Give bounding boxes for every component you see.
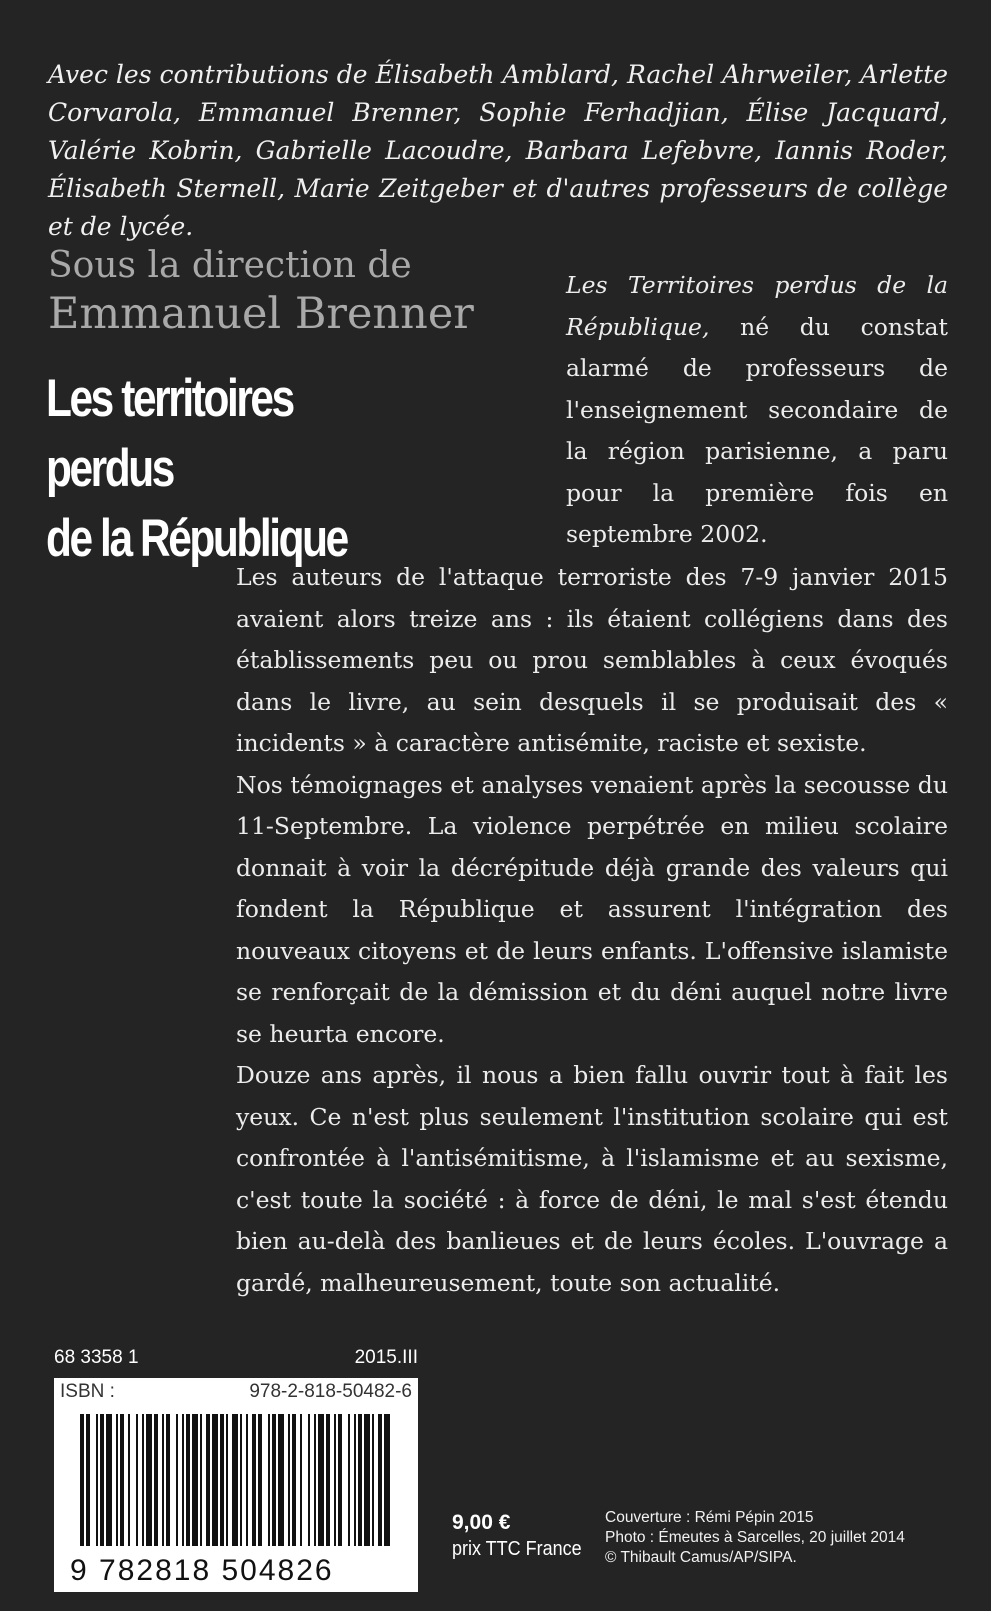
barcode-icon bbox=[80, 1414, 392, 1546]
barcode-bar bbox=[326, 1414, 330, 1546]
barcode-bar bbox=[120, 1414, 124, 1546]
cover-credit: Couverture : Rémi Pépin 2015 bbox=[605, 1509, 814, 1526]
price-amount: 9,00 € bbox=[452, 1511, 511, 1534]
barcode-bar bbox=[292, 1414, 296, 1546]
barcode-bar bbox=[364, 1414, 370, 1546]
barcode-bar bbox=[232, 1414, 238, 1546]
isbn-number: 978-2-818-50482-6 bbox=[249, 1381, 412, 1402]
barcode-bar bbox=[96, 1414, 98, 1546]
blurb-paragraph-1: Les auteurs de l'attaque terroriste des 7-9 janvier 2015 avaient alors treize ans : ils étaient collégiens dans des établissements peu ou prou semblables à ceux évoqués dans le livre, au sein desquels il se produisait des « incidents » à caractère antisémite, raciste et sexiste. bbox=[236, 563, 948, 757]
barcode-bar bbox=[220, 1414, 224, 1546]
barcode-bar bbox=[278, 1414, 284, 1546]
credits-block bbox=[605, 1508, 955, 1568]
barcode-bar bbox=[100, 1414, 104, 1546]
barcode-bar bbox=[354, 1414, 356, 1546]
barcode-bar bbox=[318, 1414, 324, 1546]
barcode-bar bbox=[300, 1414, 302, 1546]
barcode-bar bbox=[200, 1414, 202, 1546]
barcode-bar bbox=[314, 1414, 316, 1546]
barcode-bar bbox=[226, 1414, 228, 1546]
book-title-line-1: Les territoires perdus bbox=[46, 369, 293, 498]
barcode-bar bbox=[136, 1414, 138, 1546]
barcode-bar bbox=[348, 1414, 350, 1546]
barcode-bar bbox=[106, 1414, 112, 1546]
barcode-bar bbox=[86, 1414, 90, 1546]
blurb-body bbox=[236, 557, 948, 1304]
barcode-bar bbox=[246, 1414, 248, 1546]
barcode-bar bbox=[154, 1414, 158, 1546]
direction-block bbox=[48, 244, 548, 340]
barcode-bar bbox=[142, 1414, 144, 1546]
barcode-bar bbox=[186, 1414, 190, 1546]
blurb-intro bbox=[566, 265, 948, 556]
blurb-intro-text: né du constat alarmé de professeurs de l'enseignement secondaire de la région parisienne, a paru pour la première fois en septembre 2002. bbox=[566, 312, 948, 548]
photo-credit: Photo : Émeutes à Sarcelles, 20 juillet 2014 bbox=[605, 1529, 905, 1546]
barcode-bar bbox=[146, 1414, 152, 1546]
barcode-bar bbox=[182, 1414, 184, 1546]
barcode-bar bbox=[384, 1414, 390, 1546]
blurb-paragraph-2: Nos témoignages et analyses venaient après la secousse du 11-Septembre. La violence perpétrée en milieu scolaire donnait à voir la décrépitude déjà grande des valeurs qui fondent la République et assurent l'intégration des nouveaux citoyens et de leurs enfants. L'offensive islamiste se renforçait de la démission et du déni auquel notre livre se heurta encore. bbox=[236, 770, 948, 1048]
barcode-bar bbox=[252, 1414, 256, 1546]
barcode-bar bbox=[240, 1414, 242, 1546]
barcode-bar bbox=[288, 1414, 290, 1546]
barcode-bar bbox=[128, 1414, 130, 1546]
barcode-bar bbox=[258, 1414, 262, 1546]
barcode-bar bbox=[192, 1414, 198, 1546]
edition-code: 2015.III bbox=[354, 1347, 418, 1368]
blurb-paragraph-3: Douze ans après, il nous a bien fallu ouvrir tout à fait les yeux. Ce n'est plus seulement l'institution scolaire qui est confrontée à l'antisémitisme, à l'islamisme et au sexisme, c'est toute la société : à force de déni, le mal s'est étendu bien au-delà des banlieues et de leurs écoles. L'ouvrage a gardé, malheureusement, toute son actualité. bbox=[236, 1061, 948, 1297]
isbn-label: ISBN : bbox=[60, 1381, 115, 1402]
barcode-bar bbox=[268, 1414, 270, 1546]
barcode-bar bbox=[116, 1414, 118, 1546]
barcode-bar bbox=[378, 1414, 382, 1546]
book-title-line-2: de la République bbox=[46, 509, 347, 568]
price-block bbox=[452, 1510, 596, 1562]
barcode-bar bbox=[166, 1414, 170, 1546]
barcode-bar bbox=[338, 1414, 342, 1546]
isbn-row bbox=[54, 1378, 418, 1403]
barcode-bar bbox=[80, 1414, 84, 1546]
barcode-bar bbox=[372, 1414, 374, 1546]
barcode-block bbox=[54, 1346, 418, 1592]
barcode-bar bbox=[358, 1414, 362, 1546]
direction-label: Sous la direction de bbox=[48, 245, 412, 286]
product-code: 68 3358 1 bbox=[54, 1347, 139, 1368]
barcode-bar bbox=[212, 1414, 218, 1546]
barcode-digits: 9 782818 504826 bbox=[70, 1554, 334, 1587]
barcode-bar bbox=[176, 1414, 178, 1546]
product-codes bbox=[54, 1346, 418, 1370]
editor-name: Emmanuel Brenner bbox=[48, 289, 474, 339]
book-title bbox=[46, 364, 398, 574]
price-note: prix TTC France bbox=[452, 1538, 582, 1560]
barcode-label bbox=[54, 1378, 418, 1592]
contributors-list: Avec les contributions de Élisabeth Amblard, Rachel Ahrweiler, Arlette Corvarola, Emmanuel Brenner, Sophie Ferhadjian, Élise Jacquard, Valérie Kobrin, Gabrielle Lacoudre, Barbara Lefebvre, Iannis Roder, Élisabeth Sternell, Marie Zeitgeber et d'autres professeurs de collège et de lycée. bbox=[48, 60, 948, 241]
barcode-bar bbox=[308, 1414, 310, 1546]
copyright-credit: © Thibault Camus/AP/SIPA. bbox=[605, 1549, 797, 1566]
barcode-bar bbox=[272, 1414, 276, 1546]
barcode-bar bbox=[162, 1414, 164, 1546]
blurb-book-title: Les Territoires perdus de la République, bbox=[566, 271, 948, 341]
barcode-bar bbox=[334, 1414, 336, 1546]
barcode-bar bbox=[206, 1414, 210, 1546]
